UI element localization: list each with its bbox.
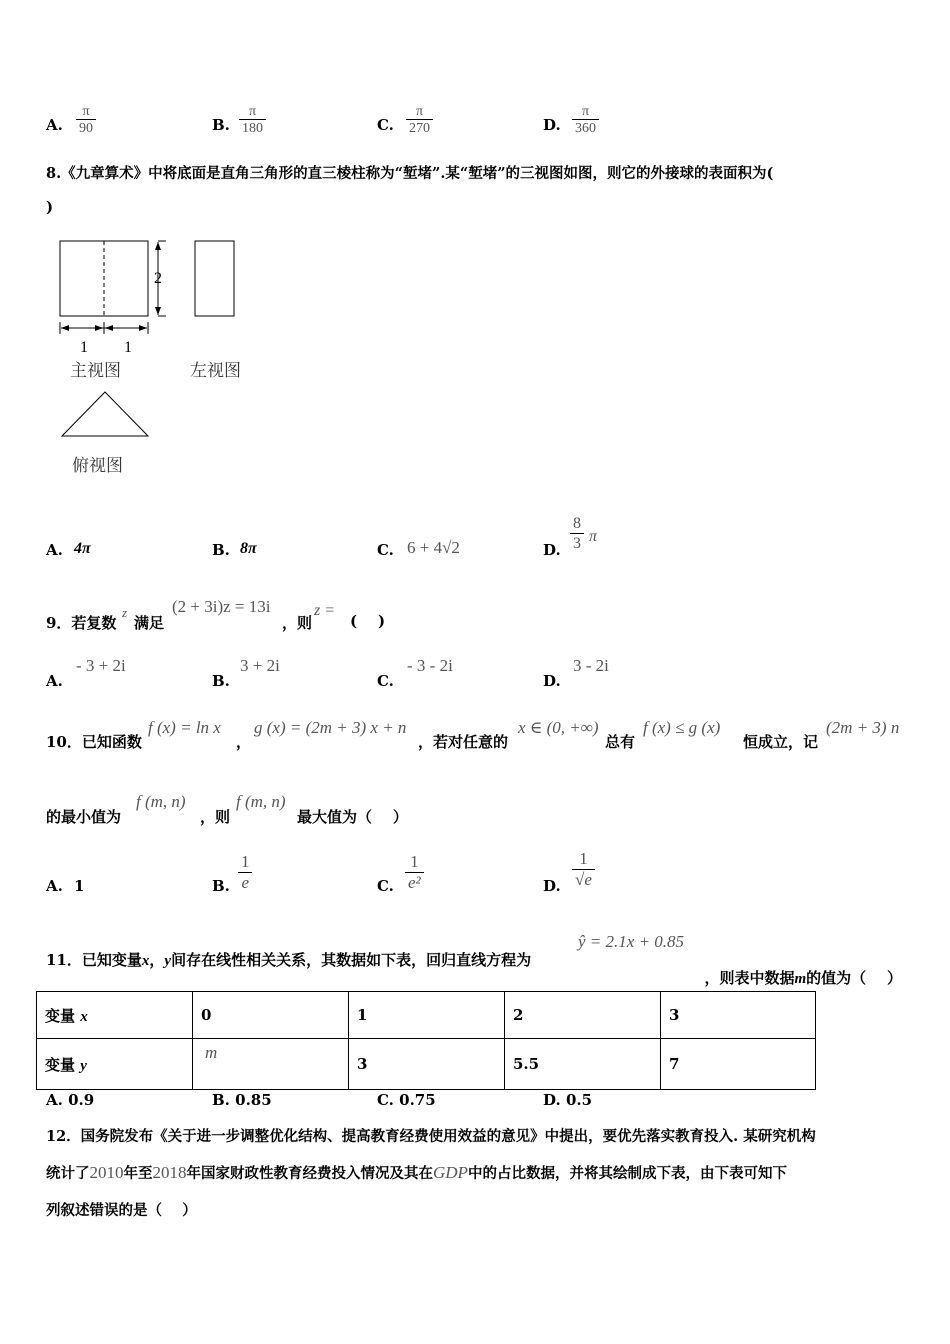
q10-option-b-fraction: $\frac{1}{e}$ — [238, 853, 253, 892]
table-cell: 7 — [661, 1039, 816, 1090]
q9-option-a-value: - 3 + 2i — [76, 656, 126, 675]
q10-comma: ， — [236, 733, 252, 751]
q12-line3: 列叙述错误的是（ ） — [46, 1202, 197, 1219]
q8-stem-line1: 8.《九章算术》中将底面是直角三角形的直三棱柱称为“堑堵”.某“堑堵”的三视图如图，则它的外接球的表面积为( — [46, 165, 774, 182]
q10-line2-c: 最大值为（ ） — [297, 808, 408, 826]
q8-option-d-suffix: π — [589, 528, 598, 545]
q7-option-d-fraction: $\frac{\pi}{360}$ — [572, 104, 599, 137]
q8-option-c-label: C. — [377, 541, 394, 559]
q10-option-a-value: 1 — [74, 877, 85, 895]
q8-option-b-label: B. — [212, 541, 230, 559]
table-row — [37, 1039, 816, 1090]
table-cell: 1 — [349, 992, 505, 1039]
q12-year1: 2010 — [89, 1163, 124, 1182]
q7-option-c-label: C. — [377, 116, 394, 134]
q10-line2-a: 的最小值为 — [46, 808, 122, 826]
q9-option-d-value: 3 - 2i — [573, 656, 609, 675]
arrow-down-icon — [155, 307, 161, 315]
q8-three-view-figure — [40, 228, 270, 488]
q8-option-a-label: A. — [46, 541, 63, 559]
q7-option-a-label: A. — [46, 116, 63, 134]
q10-f-def: f (x) = ln x — [148, 718, 221, 737]
q11-tail — [694, 949, 902, 988]
q8-stem-line2: ) — [46, 198, 54, 216]
q12-line1: 12．国务院发布《关于进一步调整优化结构、提高教育经费使用效益的意见》中提出，要优先落实教育投入. 某研究机构 — [46, 1128, 816, 1145]
arrow-right-icon — [95, 325, 103, 331]
table-cell: 3 — [661, 992, 816, 1039]
q7-option-c-fraction: $\frac{\pi}{270}$ — [406, 104, 433, 137]
q7-option-d-label: D. — [543, 116, 561, 134]
table-cell: m — [193, 1039, 349, 1090]
q9-option-c-value: - 3 - 2i — [407, 656, 453, 675]
arrow-left-icon — [105, 325, 113, 331]
q9-mid: 满足 — [134, 614, 165, 632]
q10-option-c-label: C. — [377, 877, 394, 895]
front-view-label: 主视图 — [70, 361, 121, 381]
q10-g-def: g (x) = (2m + 3) x + n — [254, 718, 407, 737]
q9-var-z: z — [122, 605, 128, 620]
q10-fmn2: f (m, n) — [236, 792, 286, 811]
q7-option-a-fraction: $\frac{\pi}{90}$ — [76, 104, 96, 137]
arrow-right-icon — [139, 325, 147, 331]
q9-ask: z = — [314, 602, 336, 619]
q10-prefix: 10．已知函数 — [46, 733, 142, 751]
table-cell: 3 — [349, 1039, 505, 1090]
q11-y: y — [164, 953, 172, 969]
q11-equation: ŷ = 2.1x + 0.85 — [578, 932, 685, 951]
q11-tail2: 的值为（ ） — [806, 969, 903, 987]
q10-line2-b: ，则 — [200, 808, 231, 826]
q12-line2: 统计了2010年至2018年国家财政性教育经费投入情况及其在GDP中的占比数据，并将其绘制成下表，由下表可知下 — [46, 1163, 787, 1182]
q11-data-table — [36, 991, 816, 1090]
q10-expr: (2m + 3) n — [826, 718, 900, 737]
arrow-left-icon — [61, 325, 69, 331]
q10-option-c-fraction: $\frac{1}{\text{e²}}$ — [405, 853, 424, 892]
q10-cond3: 恒成立，记 — [743, 733, 819, 751]
q10-option-d-label: D. — [543, 877, 561, 895]
q8-option-a-value: 4π — [74, 540, 91, 557]
q7-option-b-fraction: $\frac{\pi}{180}$ — [239, 104, 266, 137]
q9-option-c-label: C. — [377, 672, 394, 690]
table-row — [37, 992, 816, 1039]
dim-right-label: 1 — [124, 339, 132, 356]
q8-option-c-value: 6 + 4√2 — [407, 538, 460, 557]
q11-sep: ， — [149, 951, 165, 969]
q9-option-b-value: 3 + 2i — [240, 656, 280, 675]
table-cell: 5.5 — [505, 1039, 661, 1090]
q8-option-d-label: D. — [543, 541, 561, 559]
q10-cond1: ，若对任意的 — [418, 733, 509, 751]
q9-paren: ( ) — [350, 612, 386, 630]
q9-option-d-label: D. — [543, 672, 561, 690]
q10-domain: x ∈ (0, +∞) — [518, 718, 599, 737]
table-cell: 2 — [505, 992, 661, 1039]
q11-x: x — [141, 953, 150, 969]
top-view-triangle — [62, 392, 148, 436]
dim-left-label: 1 — [80, 339, 88, 356]
q11-prefix: 11．已知变量 — [46, 951, 142, 969]
table-row-header: 变量 y — [37, 1039, 193, 1090]
q8-option-d-fraction: $\frac{8}{3}$ — [570, 515, 584, 552]
q11-tail1: ，则表中数据 — [704, 969, 795, 987]
q11-option-a: A. 0.9 — [46, 1091, 95, 1109]
table-row-header: 变量 x — [37, 992, 193, 1039]
q9-then: ，则 — [282, 614, 313, 632]
q9-option-b-label: B. — [212, 672, 230, 690]
q12-year2: 2018 — [152, 1163, 187, 1182]
q9-option-a-label: A. — [46, 672, 63, 690]
q8-option-b-value: 8π — [240, 540, 257, 557]
q9-prefix: 9．若复数 — [46, 614, 117, 632]
q12-gdp: GDP — [433, 1163, 468, 1182]
top-view-label: 俯视图 — [72, 456, 123, 476]
q10-fmn: f (m, n) — [136, 792, 186, 811]
q11-mid: 间存在线性相关关系，其数据如下表，回归直线方程为 — [171, 951, 532, 969]
side-view-label: 左视图 — [190, 361, 241, 381]
q10-cond2: 总有 — [605, 733, 636, 751]
q11-option-d: D. 0.5 — [543, 1091, 593, 1109]
q11-stem — [46, 949, 531, 970]
q11-m: m — [794, 971, 807, 987]
dim-height-label: 2 — [154, 270, 162, 287]
q10-option-a-label: A. — [46, 877, 63, 895]
q10-option-b-label: B. — [212, 877, 230, 895]
q10-ineq: f (x) ≤ g (x) — [643, 718, 721, 737]
q11-option-b: B. 0.85 — [212, 1091, 272, 1109]
q9-equation: (2 + 3i)z = 13i — [172, 597, 271, 616]
side-view-rect — [195, 241, 234, 316]
q7-option-b-label: B. — [212, 116, 230, 134]
q11-option-c: C. 0.75 — [377, 1091, 436, 1109]
arrow-up-icon — [155, 242, 161, 250]
q10-option-d-fraction: $\frac{1}{√e}$ — [572, 850, 595, 889]
table-cell: 0 — [193, 992, 349, 1039]
